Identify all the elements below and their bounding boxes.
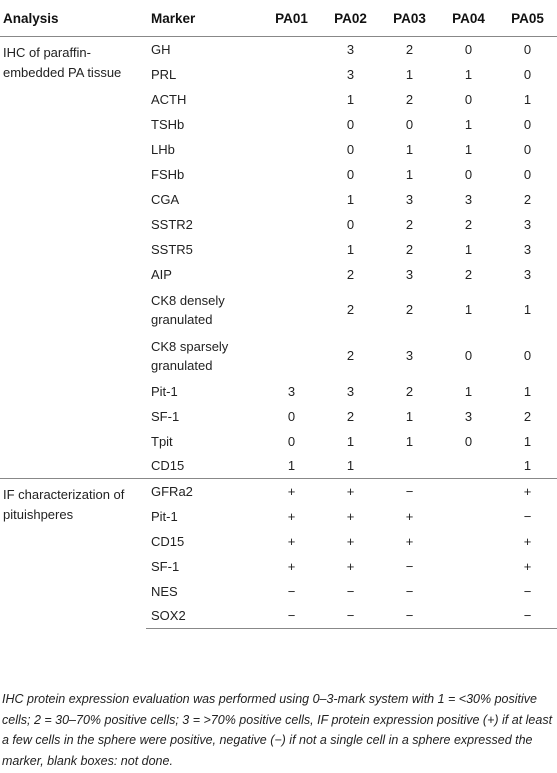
value-cell: 0 [405,116,414,132]
value-cell [262,112,321,137]
value-cell: − [380,479,439,504]
value-cell [439,479,498,504]
table-footnote: IHC protein expression evaluation was performed using 0–3-mark system with 1 = <30% positive cells; 2 = 30–70% positive cells; 3 = >70% positive cells, IF protein expression positive (+) if at least a few cells in the sphere were positive, negative (−) if not a single cell in a sphere expressed the marker, blank boxes: not done. [2,692,553,768]
marker-cell: NES [151,583,178,599]
value-cell: 3 [523,241,532,257]
value-cell: 1 [523,458,532,474]
value-cell: 0 [464,433,473,449]
value-cell [262,162,321,187]
value-cell [262,212,321,237]
value-cell: 1 [346,241,355,257]
value-cell: 0 [287,433,296,449]
value-cell [439,454,498,479]
value-cell: + [523,558,532,574]
value-cell: 2 [405,91,414,107]
value-cell: 1 [405,408,414,424]
value-cell: − [380,604,439,629]
value-cell: − [498,604,557,629]
marker-cell: LHb [151,141,175,157]
value-cell: − [346,583,355,599]
value-cell: 3 [405,266,414,282]
value-cell: 2 [405,216,414,232]
value-cell: 1 [287,458,296,474]
marker-cell: FSHb [151,166,185,182]
value-cell: 0 [287,408,296,424]
value-cell: 0 [523,141,532,157]
value-cell: − [523,508,532,524]
table-row [0,479,557,504]
value-cell: + [405,508,414,524]
marker-cell: SF-1 [151,408,180,424]
value-cell: 1 [464,302,473,317]
marker-cell: Pit-1 [151,383,178,399]
value-cell: 2 [346,348,355,363]
marker-cell: CGA [151,191,180,207]
value-cell [262,262,321,287]
marker-cell: CD15 [151,458,185,474]
value-cell: 0 [523,41,532,57]
value-cell: 0 [464,41,473,57]
marker-cell: TSHb [151,116,185,132]
value-cell [439,504,498,529]
value-cell: 2 [523,191,532,207]
value-cell: 0 [523,116,532,132]
marker-cell: GFRa2 [146,479,262,504]
value-cell [439,604,498,629]
marker-cell: SF-1 [151,558,180,574]
value-cell: 1 [464,141,473,157]
marker-cell: CK8 densely granulated [151,292,225,327]
marker-cell: PRL [151,66,177,82]
value-cell: 1 [405,166,414,182]
value-cell [439,579,498,604]
value-cell: − [262,604,321,629]
value-cell: + [346,508,355,524]
value-cell: 0 [346,141,355,157]
analysis-cell: IF characterization of pituishperes [0,479,146,629]
value-cell: + [287,533,296,549]
value-cell: + [287,558,296,574]
value-cell: 1 [464,116,473,132]
value-cell: 3 [405,191,414,207]
value-cell: 2 [346,408,355,424]
value-cell [262,287,321,333]
value-cell [262,137,321,162]
header-sample: PA05 [498,0,557,37]
value-cell: 0 [523,166,532,182]
value-cell [262,333,321,379]
value-cell: 3 [287,383,296,399]
value-cell [262,87,321,112]
value-cell: 3 [523,216,532,232]
value-cell: + [262,479,321,504]
value-cell: 0 [464,166,473,182]
header-sample: PA03 [380,0,439,37]
value-cell: 1 [464,383,473,399]
value-cell: 1 [405,433,414,449]
analysis-cell: IHC of paraffin-embedded PA tissue [3,45,122,80]
value-cell [262,37,321,62]
value-cell: 2 [464,266,473,282]
value-cell: 3 [346,66,355,82]
marker-cell: Tpit [151,433,173,449]
value-cell: + [321,479,380,504]
marker-cell: SSTR5 [151,241,193,257]
value-cell: 2 [346,302,355,317]
marker-cell: CD15 [151,533,185,549]
value-cell [439,529,498,554]
value-cell: 1 [346,433,355,449]
marker-cell: ACTH [151,91,187,107]
value-cell: − [321,604,380,629]
table-row [0,37,557,62]
value-cell: 3 [346,383,355,399]
value-cell: 0 [346,116,355,132]
value-cell: 1 [523,383,532,399]
value-cell: 2 [346,266,355,282]
value-cell: + [346,558,355,574]
value-cell [262,187,321,212]
value-cell: 1 [464,66,473,82]
value-cell [439,554,498,579]
value-cell: 2 [405,41,414,57]
value-cell: 2 [405,241,414,257]
value-cell: 1 [523,91,532,107]
value-cell [380,454,439,479]
marker-cell: SOX2 [146,604,262,629]
value-cell: 2 [523,408,532,424]
table-body [0,37,557,629]
header-sample: PA04 [439,0,498,37]
value-cell: + [287,508,296,524]
value-cell: 0 [523,348,532,363]
header-sample: PA01 [262,0,321,37]
value-cell: 0 [523,66,532,82]
value-cell: − [405,583,414,599]
value-cell: 1 [523,433,532,449]
value-cell: 1 [346,191,355,207]
header-analysis: Analysis [0,0,146,37]
header-sample: PA02 [321,0,380,37]
value-cell: 1 [405,66,414,82]
value-cell: 2 [405,302,414,317]
marker-cell: SSTR2 [151,216,193,232]
value-cell: 0 [346,216,355,232]
value-cell: + [498,479,557,504]
value-cell: 1 [346,458,355,474]
value-cell [262,237,321,262]
header-row [0,0,557,37]
value-cell: 0 [346,166,355,182]
value-cell: − [523,583,532,599]
value-cell: + [523,533,532,549]
value-cell: 3 [464,408,473,424]
value-cell: 3 [346,41,355,57]
value-cell: 1 [464,241,473,257]
value-cell: + [346,533,355,549]
marker-cell: Pit-1 [151,508,178,524]
value-cell: 0 [464,91,473,107]
value-cell [262,62,321,87]
marker-cell: GH [151,41,171,57]
value-cell: 0 [464,348,473,363]
value-cell: 3 [464,191,473,207]
marker-cell: CK8 sparsely granulated [151,338,229,373]
header-marker: Marker [146,0,262,37]
value-cell: 1 [405,141,414,157]
value-cell: 2 [405,383,414,399]
value-cell: 1 [346,91,355,107]
value-cell: + [405,533,414,549]
marker-cell: AIP [151,266,172,282]
value-cell: 2 [464,216,473,232]
value-cell: − [287,583,296,599]
value-cell: 1 [523,302,532,317]
value-cell: 3 [523,266,532,282]
value-cell: 3 [405,348,414,363]
value-cell: − [405,558,414,574]
